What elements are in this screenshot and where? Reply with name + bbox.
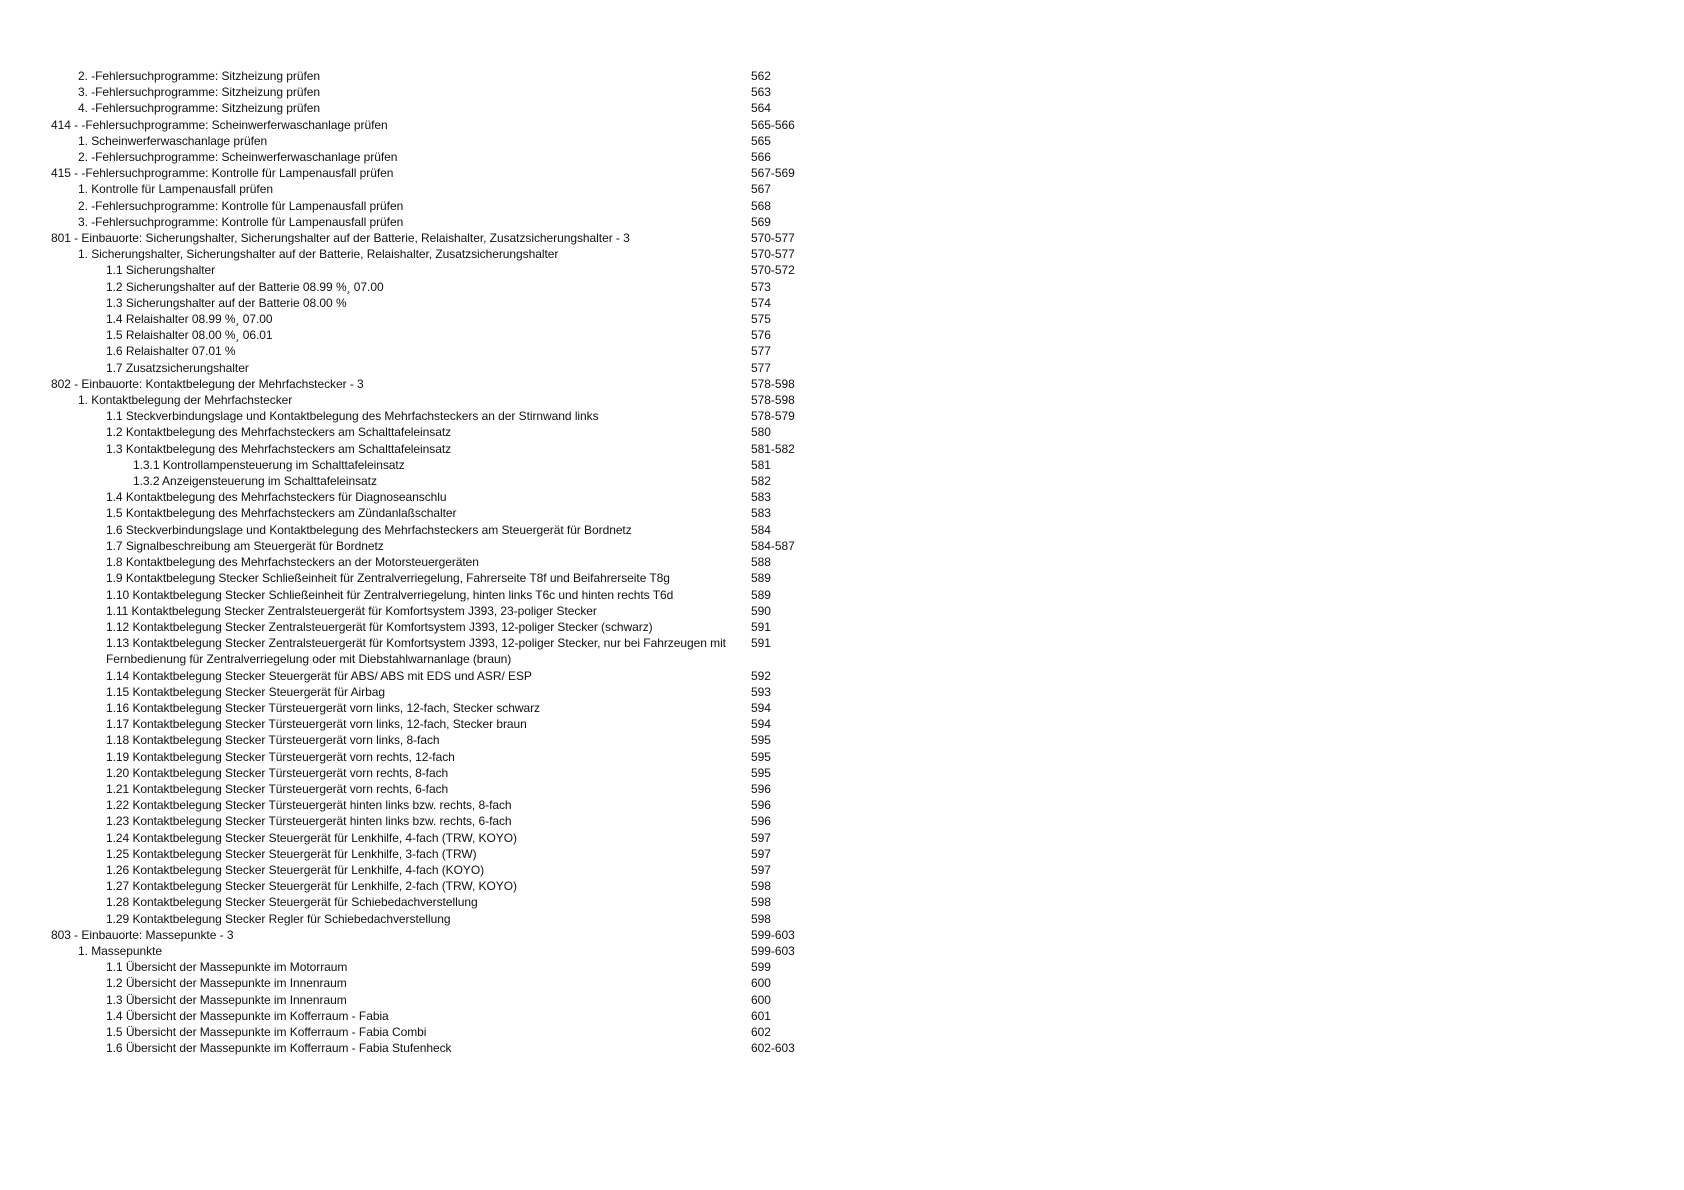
toc-entry-title: 1.6 Steckverbindungslage und Kontaktbelegung des Mehrfachsteckers am Steuergerät für Bordnetz <box>106 522 632 537</box>
toc-entry[interactable] <box>51 554 811 570</box>
toc-entry[interactable] <box>51 392 811 408</box>
toc-entry-title: 1.1 Steckverbindungslage und Kontaktbelegung des Mehrfachsteckers an der Stirnwand links <box>106 409 599 424</box>
toc-entry-title: 2. -Fehlersuchprogramme: Kontrolle für Lampenausfall prüfen <box>78 198 404 213</box>
toc-entry-page: 593 <box>751 684 771 699</box>
toc-entry-page: 574 <box>751 295 771 310</box>
toc-entry-title: 1.3.1 Kontrollampensteuerung im Schalttafeleinsatz <box>133 457 405 472</box>
toc-entry-page: 596 <box>751 781 771 796</box>
toc-entry-page: 598 <box>751 911 771 926</box>
toc-entry-title: 1.1 Übersicht der Massepunkte im Motorraum <box>106 960 348 975</box>
toc-entry-title: 1.19 Kontaktbelegung Stecker Türsteuergerät vorn rechts, 12-fach <box>106 749 455 764</box>
toc-entry-page: 575 <box>751 312 771 327</box>
toc-entry-page: 589 <box>751 571 771 586</box>
toc-entry-page: 581 <box>751 457 771 472</box>
toc-entry-title: 2. -Fehlersuchprogramme: Scheinwerferwaschanlage prüfen <box>78 150 398 165</box>
toc-entry-page: 600 <box>751 976 771 991</box>
toc-entry-title: 4. -Fehlersuchprogramme: Sitzheizung prüfen <box>78 101 320 116</box>
toc-entry-title: 1. Massepunkte <box>78 943 163 958</box>
toc-entry-title: 1.20 Kontaktbelegung Stecker Türsteuergerät vorn rechts, 8-fach <box>106 765 449 780</box>
toc-entry-title: 1.3 Übersicht der Massepunkte im Innenraum <box>106 992 347 1007</box>
toc-entry-page: 595 <box>751 765 771 780</box>
toc-entry-title: 1.2 Übersicht der Massepunkte im Innenraum <box>106 976 347 991</box>
toc-entry-page: 584 <box>751 522 771 537</box>
toc-entry-page: 602-603 <box>751 1041 795 1056</box>
toc-entry-page: 578-598 <box>751 393 795 408</box>
toc-entry[interactable] <box>51 878 811 894</box>
toc-entry[interactable] <box>51 198 811 214</box>
toc-entry-title: 1.23 Kontaktbelegung Stecker Türsteuergerät hinten links bzw. rechts, 6-fach <box>106 814 512 829</box>
toc-entry-page: 569 <box>751 214 771 229</box>
toc-entry-title: 1.6 Relaishalter 07.01 % <box>106 344 236 359</box>
toc-entry-title: 1.1 Sicherungshalter <box>106 263 216 278</box>
toc-entry[interactable] <box>51 975 811 991</box>
toc-entry[interactable] <box>51 1024 811 1040</box>
toc-entry-page: 565-566 <box>751 117 795 132</box>
toc-entry[interactable] <box>51 538 811 554</box>
toc-entry-page: 567 <box>751 182 771 197</box>
toc-entry-page: 577 <box>751 360 771 375</box>
toc-entry-page: 595 <box>751 733 771 748</box>
toc-entry[interactable] <box>51 830 811 846</box>
toc-entry[interactable] <box>51 587 811 603</box>
toc-entry[interactable] <box>51 603 811 619</box>
toc-entry-page: 594 <box>751 717 771 732</box>
toc-entry-page: 581-582 <box>751 441 795 456</box>
toc-entry-page: 594 <box>751 700 771 715</box>
toc-entry-page: 588 <box>751 555 771 570</box>
toc-entry-page: 597 <box>751 846 771 861</box>
toc-entry-title: 414 - -Fehlersuchprogramme: Scheinwerferwaschanlage prüfen <box>51 117 388 132</box>
toc-entry-page: 566 <box>751 150 771 165</box>
toc-entry-title: 1.5 Übersicht der Massepunkte im Kofferraum - Fabia Combi <box>106 1024 427 1039</box>
toc-entry[interactable] <box>51 343 811 359</box>
toc-entry[interactable] <box>51 149 811 165</box>
toc-entry[interactable] <box>51 295 811 311</box>
toc-entry-title: 1.3 Sicherungshalter auf der Batterie 08.00 % <box>106 295 347 310</box>
toc-entry[interactable] <box>51 279 811 295</box>
toc-entry[interactable] <box>51 959 811 975</box>
toc-entry-page: 602 <box>751 1024 771 1039</box>
toc-entry[interactable] <box>51 376 811 392</box>
toc-entry[interactable] <box>51 262 811 278</box>
toc-entry[interactable] <box>51 911 811 927</box>
toc-entry-title: 1.7 Zusatzsicherungshalter <box>106 360 249 375</box>
table-of-contents <box>51 68 811 1056</box>
toc-entry[interactable] <box>51 457 811 473</box>
toc-entry[interactable] <box>51 424 811 440</box>
toc-entry-page: 598 <box>751 879 771 894</box>
toc-entry-page: 570-577 <box>751 231 795 246</box>
toc-entry[interactable] <box>51 1008 811 1024</box>
toc-entry-title: 1.4 Kontaktbelegung des Mehrfachsteckers für Diagnoseanschlu <box>106 490 447 505</box>
toc-entry-page: 570-577 <box>751 247 795 262</box>
toc-entry[interactable] <box>51 117 811 133</box>
toc-entry[interactable] <box>51 68 811 84</box>
toc-entry[interactable] <box>51 181 811 197</box>
toc-entry-title: 1.14 Kontaktbelegung Stecker Steuergerät für ABS/ ABS mit EDS und ASR/ ESP <box>106 668 532 683</box>
toc-entry-title: 1. Kontrolle für Lampenausfall prüfen <box>78 182 273 197</box>
toc-entry-page: 565 <box>751 133 771 148</box>
toc-entry-title: 1.22 Kontaktbelegung Stecker Türsteuergerät hinten links bzw. rechts, 8-fach <box>106 798 512 813</box>
toc-entry-page: 599-603 <box>751 943 795 958</box>
toc-entry-title: 1.2 Sicherungshalter auf der Batterie 08.99 %¸ 07.00 <box>106 279 384 294</box>
toc-entry-page: 577 <box>751 344 771 359</box>
toc-entry-title: 1.24 Kontaktbelegung Stecker Steuergerät für Lenkhilfe, 4-fach (TRW, KOYO) <box>106 830 517 845</box>
toc-entry-page: 598 <box>751 895 771 910</box>
toc-entry[interactable] <box>51 522 811 538</box>
toc-entry-title: 1.12 Kontaktbelegung Stecker Zentralsteuergerät für Komfortsystem J393, 12-poliger Stecker (schwarz) <box>106 619 653 634</box>
toc-entry[interactable] <box>51 619 811 635</box>
toc-entry-title: 1.4 Übersicht der Massepunkte im Kofferraum - Fabia <box>106 1008 389 1023</box>
toc-entry-title: 1.5 Relaishalter 08.00 %¸ 06.01 <box>106 328 273 343</box>
toc-entry[interactable] <box>51 846 811 862</box>
toc-entry-title: 803 - Einbauorte: Massepunkte - 3 <box>51 927 234 942</box>
toc-entry[interactable] <box>51 732 811 748</box>
toc-entry-page: 589 <box>751 587 771 602</box>
toc-entry-page: 564 <box>751 101 771 116</box>
toc-entry[interactable] <box>51 700 811 716</box>
toc-entry[interactable] <box>51 943 811 959</box>
toc-entry-page: 563 <box>751 85 771 100</box>
toc-entry[interactable] <box>51 489 811 505</box>
toc-entry[interactable] <box>51 214 811 230</box>
toc-entry-title: 1.6 Übersicht der Massepunkte im Kofferraum - Fabia Stufenheck <box>106 1041 452 1056</box>
toc-entry[interactable] <box>51 84 811 100</box>
toc-entry-title: 1.13 Kontaktbelegung Stecker Zentralsteuergerät für Komfortsystem J393, 12-poliger Stecker, nur bei Fahrzeugen mit Fernbedienung für Zentralverriegelung oder mit Diebstahlwarnanlage (braun) <box>106 636 726 667</box>
toc-entry-page: 592 <box>751 668 771 683</box>
toc-entry[interactable] <box>51 635 811 667</box>
toc-entry-title: 1. Sicherungshalter, Sicherungshalter auf der Batterie, Relaishalter, Zusatzsicherungshalter <box>78 247 559 262</box>
toc-entry[interactable] <box>51 668 811 684</box>
toc-entry[interactable] <box>51 927 811 943</box>
toc-entry-title: 1.9 Kontaktbelegung Stecker Schließeinheit für Zentralverriegelung, Fahrerseite T8f und Beifahrerseite T8g <box>106 571 670 586</box>
toc-entry-page: 578-579 <box>751 409 795 424</box>
toc-entry[interactable] <box>51 797 811 813</box>
toc-entry-page: 580 <box>751 425 771 440</box>
toc-entry-page: 582 <box>751 474 771 489</box>
toc-entry[interactable] <box>51 360 811 376</box>
toc-entry-page: 583 <box>751 506 771 521</box>
toc-entry-title: 1.26 Kontaktbelegung Stecker Steuergerät für Lenkhilfe, 4-fach (KOYO) <box>106 862 485 877</box>
toc-entry-title: 1.2 Kontaktbelegung des Mehrfachsteckers am Schalttafeleinsatz <box>106 425 452 440</box>
toc-entry-page: 599 <box>751 960 771 975</box>
toc-entry[interactable] <box>51 246 811 262</box>
toc-entry-page: 573 <box>751 279 771 294</box>
toc-entry-page: 570-572 <box>751 263 795 278</box>
toc-entry-page: 576 <box>751 328 771 343</box>
toc-entry-page: 596 <box>751 798 771 813</box>
toc-entry[interactable] <box>51 1040 811 1056</box>
toc-entry[interactable] <box>51 441 811 457</box>
toc-entry-title: 1.4 Relaishalter 08.99 %¸ 07.00 <box>106 312 273 327</box>
toc-entry-title: 1.29 Kontaktbelegung Stecker Regler für Schiebedachverstellung <box>106 911 451 926</box>
toc-entry-title: 1.16 Kontaktbelegung Stecker Türsteuergerät vorn links, 12-fach, Stecker schwarz <box>106 700 541 715</box>
toc-entry-title: 801 - Einbauorte: Sicherungshalter, Sicherungshalter auf der Batterie, Relaishalter, Zusatzsicherungshalter - 3 <box>51 231 630 246</box>
toc-entry[interactable] <box>51 230 811 246</box>
toc-entry[interactable] <box>51 570 811 586</box>
toc-entry-page: 583 <box>751 490 771 505</box>
toc-entry[interactable] <box>51 473 811 489</box>
toc-entry[interactable] <box>51 749 811 765</box>
toc-entry[interactable] <box>51 716 811 732</box>
toc-entry-title: 1.3.2 Anzeigensteuerung im Schalttafeleinsatz <box>133 474 377 489</box>
toc-entry[interactable] <box>51 765 811 781</box>
toc-entry-page: 590 <box>751 603 771 618</box>
toc-entry-page: 596 <box>751 814 771 829</box>
toc-entry-title: 1.25 Kontaktbelegung Stecker Steuergerät für Lenkhilfe, 3-fach (TRW) <box>106 846 477 861</box>
toc-entry-title: 1.11 Kontaktbelegung Stecker Zentralsteuergerät für Komfortsystem J393, 23-poliger Stecker <box>106 603 597 618</box>
toc-entry[interactable] <box>51 813 811 829</box>
toc-entry-title: 1.3 Kontaktbelegung des Mehrfachsteckers am Schalttafeleinsatz <box>106 441 452 456</box>
toc-entry-title: 1.18 Kontaktbelegung Stecker Türsteuergerät vorn links, 8-fach <box>106 733 440 748</box>
toc-entry-page: 568 <box>751 198 771 213</box>
toc-entry-title: 1.10 Kontaktbelegung Stecker Schließeinheit für Zentralverriegelung, hinten links T6c und hinten rechts T6d <box>106 587 674 602</box>
toc-entry-title: 1.28 Kontaktbelegung Stecker Steuergerät für Schiebedachverstellung <box>106 895 478 910</box>
toc-entry-page: 591 <box>751 619 771 634</box>
toc-entry-title: 1.5 Kontaktbelegung des Mehrfachsteckers am Zündanlaßschalter <box>106 506 457 521</box>
toc-entry-title: 3. -Fehlersuchprogramme: Kontrolle für Lampenausfall prüfen <box>78 214 404 229</box>
toc-entry-title: 802 - Einbauorte: Kontaktbelegung der Mehrfachstecker - 3 <box>51 376 364 391</box>
toc-entry[interactable] <box>51 311 811 327</box>
toc-entry[interactable] <box>51 408 811 424</box>
toc-entry-page: 578-598 <box>751 376 795 391</box>
toc-entry[interactable] <box>51 684 811 700</box>
toc-entry-title: 1.27 Kontaktbelegung Stecker Steuergerät für Lenkhilfe, 2-fach (TRW, KOYO) <box>106 879 517 894</box>
toc-entry-title: 1.8 Kontaktbelegung des Mehrfachsteckers an der Motorsteuergeräten <box>106 555 479 570</box>
toc-entry-page: 567-569 <box>751 166 795 181</box>
toc-entry-page: 562 <box>751 69 771 83</box>
toc-entry[interactable] <box>51 781 811 797</box>
toc-entry-title: 2. -Fehlersuchprogramme: Sitzheizung prüfen <box>78 69 320 83</box>
toc-entry-title: 1. Scheinwerferwaschanlage prüfen <box>78 133 268 148</box>
toc-entry[interactable] <box>51 165 811 181</box>
toc-entry-page: 600 <box>751 992 771 1007</box>
toc-entry-page: 591 <box>751 636 771 651</box>
toc-entry-title: 3. -Fehlersuchprogramme: Sitzheizung prüfen <box>78 85 320 100</box>
toc-entry[interactable] <box>51 100 811 116</box>
toc-entry[interactable] <box>51 327 811 343</box>
toc-entry[interactable] <box>51 133 811 149</box>
toc-entry-title: 1.17 Kontaktbelegung Stecker Türsteuergerät vorn links, 12-fach, Stecker braun <box>106 717 527 732</box>
toc-entry-page: 599-603 <box>751 927 795 942</box>
toc-entry-title: 415 - -Fehlersuchprogramme: Kontrolle für Lampenausfall prüfen <box>51 166 394 181</box>
toc-entry-title: 1.15 Kontaktbelegung Stecker Steuergerät für Airbag <box>106 684 385 699</box>
toc-entry-title: 1. Kontaktbelegung der Mehrfachstecker <box>78 393 293 408</box>
toc-entry[interactable] <box>51 505 811 521</box>
toc-entry[interactable] <box>51 894 811 910</box>
toc-entry-page: 601 <box>751 1008 771 1023</box>
toc-entry[interactable] <box>51 862 811 878</box>
toc-entry-page: 595 <box>751 749 771 764</box>
toc-entry-page: 584-587 <box>751 538 795 553</box>
toc-entry-page: 597 <box>751 862 771 877</box>
toc-entry[interactable] <box>51 992 811 1008</box>
toc-entry-title: 1.21 Kontaktbelegung Stecker Türsteuergerät vorn rechts, 6-fach <box>106 781 449 796</box>
toc-entry-title: 1.7 Signalbeschreibung am Steuergerät für Bordnetz <box>106 538 384 553</box>
toc-entry-page: 597 <box>751 830 771 845</box>
